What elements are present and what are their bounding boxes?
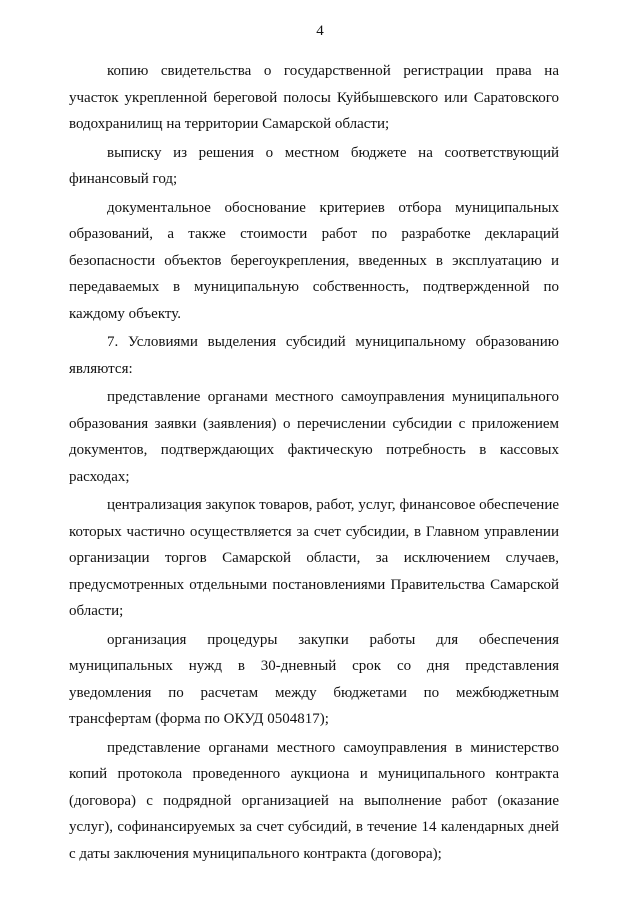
paragraph-application-submission: представление органами местного самоуправления муниципального образования заявки (заявления) о перечислении субсидии с приложением документов, подтверждающих фактическую потребность в кассовых расходах; bbox=[69, 389, 559, 485]
paragraph-certificate-copy: копию свидетельства о государственной регистрации права на участок укрепленной береговой полосы Куйбышевского или Саратовского водохранилищ на территории Самарской области; bbox=[69, 63, 559, 132]
paragraph-budget-extract: выписку из решения о местном бюджете на соответствующий финансовый год; bbox=[69, 144, 559, 187]
document-body bbox=[69, 58, 559, 869]
paragraph-section-7-heading: 7. Условиями выделения субсидий муниципальному образованию являются: bbox=[69, 334, 559, 377]
page-number: 4 bbox=[316, 23, 324, 39]
paragraph-auction-protocol: представление органами местного самоуправления в министерство копий протокола проведенного аукциона и муниципального контракта (договора) с подрядной организацией на выполнение работ (оказание услуг), софинансируемых за счет субсидий, в течение 14 календарных дней с даты заключения муниципального контракта (договора); bbox=[69, 739, 559, 862]
paragraph-procurement-procedure: организация процедуры закупки работы для обеспечения муниципальных нужд в 30-дневный срок со дня представления уведомления по расчетам между бюджетами по межбюджетным трансфертам (форма по ОКУД 0504817); bbox=[69, 631, 559, 727]
paragraph-procurement-centralization: централизация закупок товаров, работ, услуг, финансовое обеспечение которых частично осуществляется за счет субсидии, в Главном управлении организации торгов Самарской области, за исключением случаев, предусмотренных отдельными постановлениями Правительства Самарской области; bbox=[69, 497, 559, 619]
paragraph-criteria-justification: документальное обоснование критериев отбора муниципальных образований, а также стоимости работ по разработке деклараций безопасности объектов берегоукрепления, введенных в эксплуатацию и передаваемых в муниципальную собственность, подтвержденной по каждому объекту. bbox=[69, 199, 559, 322]
